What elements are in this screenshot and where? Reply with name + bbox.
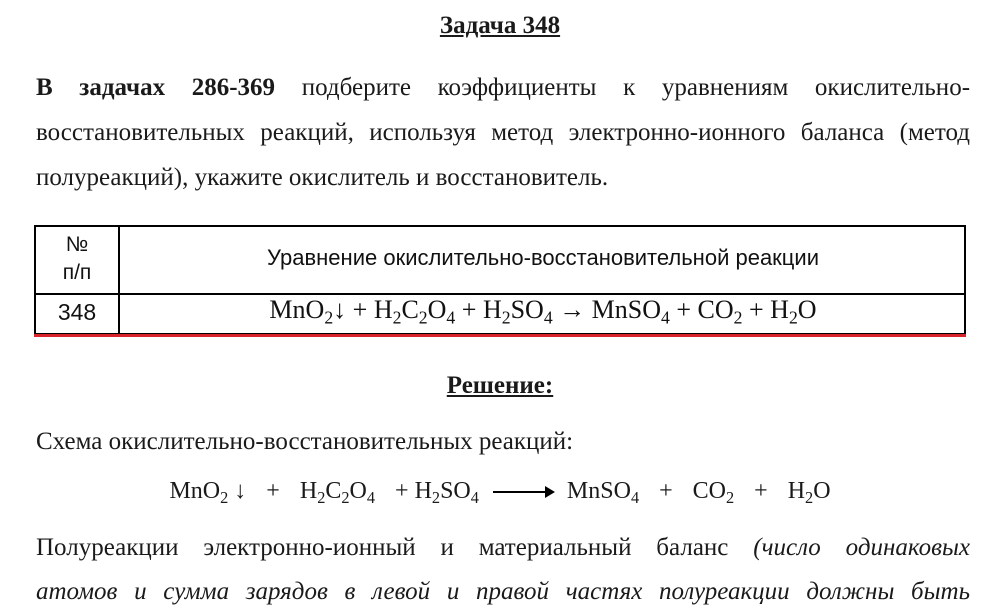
eq-sub: 2 [805,487,814,507]
eq-mno2: MnO [269,295,325,324]
eq-sub: 2 [341,487,350,507]
eq-sub: 2 [788,307,798,328]
eq-sub: 2 [431,487,441,507]
eq-h2c2o4-c: C [325,478,342,504]
eq-h2so4-so: SO [440,478,471,504]
half-reactions-text: Полуреакции электронно-ионный и материальный баланс [36,534,729,561]
task-text-line-1 [36,68,970,108]
eq-plus: + [659,478,673,504]
eq-plus: + [461,295,477,324]
eq-plus: + [749,295,764,324]
table-header-equation: Уравнение окислительно-восстановительной реакции [267,245,819,270]
eq-sub: 4 [543,307,553,328]
eq-plus: + [352,295,368,324]
eq-h2o-o: O [813,478,831,504]
eq-h2c2o4: H [299,478,318,504]
eq-co2: CO [697,295,734,324]
eq-plus: + [266,478,280,504]
eq-h2c2o4-c: C [401,295,419,324]
task-text-line-1-rest: подберите коэффициенты к уравнениям окислительно- [301,74,971,101]
eq-h2c2o4-o: O [427,295,447,324]
half-reactions-line-1 [36,528,970,568]
reaction-table [34,225,966,335]
task-title: Задача 348 [439,12,561,39]
eq-sub: 2 [733,307,743,328]
long-reaction-arrow-icon [493,491,553,493]
eq-sub: 2 [418,307,428,328]
eq-h2o: H [787,478,806,504]
eq-h2c2o4-o: O [349,478,367,504]
solution-title: Решение: [446,372,554,399]
table-row-number: 348 [57,299,97,325]
eq-sub: 2 [317,487,326,507]
eq-sub: 4 [630,487,640,507]
eq-sub: 2 [501,307,511,328]
eq-sub: 4 [446,307,456,328]
task-range: В задачах 286-369 [36,74,276,101]
table-header-number [36,231,118,287]
half-reactions-line-2: атомов и сумма зарядов в левой и правой частях полуреакции должны быть [36,578,970,605]
eq-h2o-o: O [797,295,817,324]
eq-h2o: H [770,295,789,324]
scheme-reaction-equation [0,478,1000,505]
eq-h2so4: H [414,478,432,504]
eq-plus: + [395,478,409,504]
eq-sub: 2 [725,487,735,507]
eq-h2so4: H [482,295,502,324]
eq-mno2: MnO [169,478,221,504]
eq-h2c2o4: H [373,295,393,324]
eq-sub: 4 [470,487,479,507]
eq-mnso4: MnSO [566,478,631,504]
eq-mnso4: MnSO [591,295,662,324]
eq-sub: 2 [392,307,402,328]
eq-plus: + [754,478,768,504]
reaction-arrow-icon: → [559,295,586,324]
precipitate-arrow-icon: ↓ [234,478,247,504]
eq-h2so4-so: SO [510,295,544,324]
precipitate-arrow-icon: ↓ [333,295,347,324]
eq-co2: CO [692,478,726,504]
eq-sub: 2 [220,487,229,507]
table-reaction-equation [120,295,966,328]
table-header-number-symbol: № [65,233,89,256]
task-text-line-2: восстановительных реакций, используя метод электронно-ионного баланса (метод [36,119,970,146]
scheme-label: Схема окислительно-восстановительных реакций: [36,428,574,455]
eq-mno2-sub: 2 [324,307,334,328]
table-header-number-label: п/п [62,261,92,284]
eq-plus: + [676,295,692,324]
half-reactions-italic: (число одинаковых [753,534,970,561]
accent-underline [34,334,966,337]
task-text-line-3: полуреакций), укажите окислитель и восстановитель. [36,164,609,191]
eq-sub: 4 [661,307,670,328]
eq-sub: 4 [366,487,376,507]
